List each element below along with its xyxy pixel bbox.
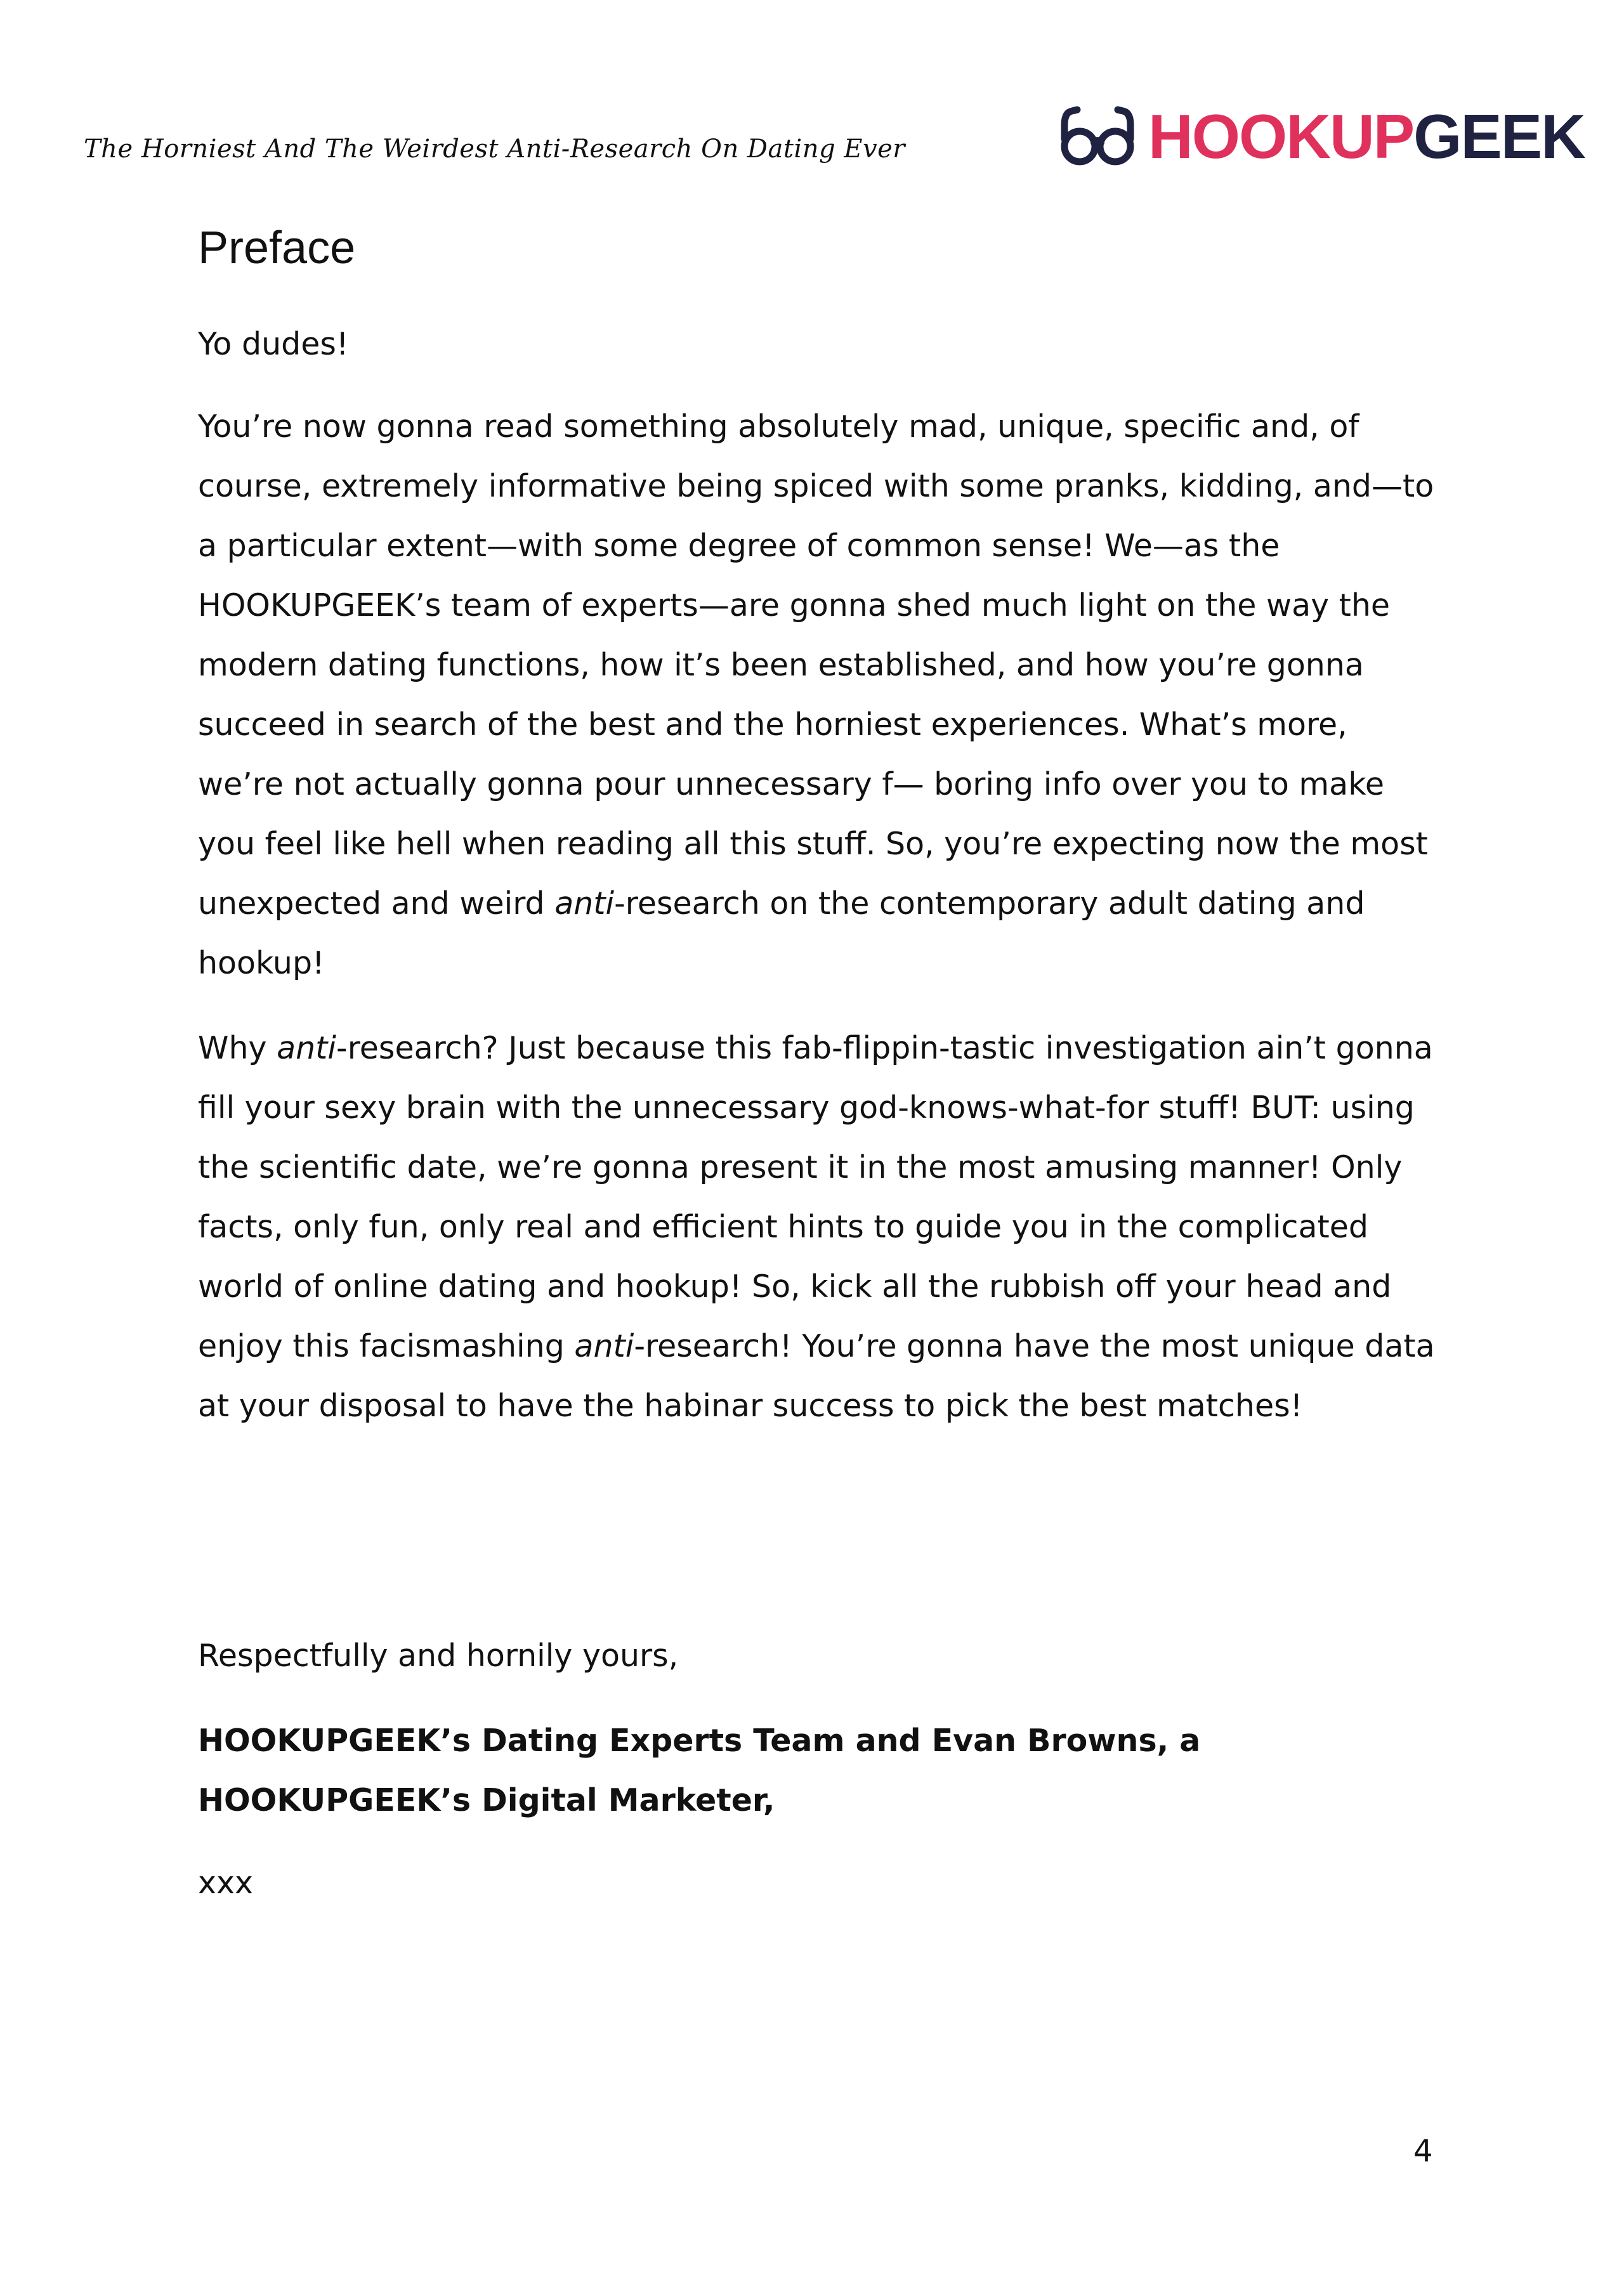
glasses-icon (1058, 106, 1137, 167)
paragraph-why-text-c: -research! You’re gonna have the most unique data at your disposal to have the habinar success to pick the best matches! (198, 1328, 1435, 1424)
paragraph-why-text-b: -research? Just because this fab-flippin-tastic investigation ain’t gonna fill your sexy brain with the unnecessary god-knows-what-for stuff! BUT: using the scientific date, we’re gonna present it in the most amusing manner! Only facts, only fun, only real and efficient hints to guide you in the complicated world of online dating and hookup! So, kick all the rubbish off your head and enjoy this facismashing (198, 1030, 1433, 1364)
brand-name-geek: GEEK (1413, 101, 1585, 171)
paragraph-why-emphasis-1: anti (277, 1030, 337, 1066)
paragraph-why-text-a: Why (198, 1030, 277, 1066)
header-tagline: The Horniest And The Weirdest Anti-Research On Dating Ever (84, 134, 905, 164)
paragraph-intro (198, 397, 1441, 993)
paragraph-why (198, 1019, 1441, 1436)
brand-logo (1058, 101, 1585, 171)
paragraph-why-emphasis-2: anti (574, 1328, 634, 1364)
closing: xxx (198, 1865, 253, 1901)
signoff: Respectfully and hornily yours, (198, 1638, 679, 1674)
paragraph-intro-text-b: -research on the contemporary adult dating and hookup! (198, 885, 1365, 981)
page-number: 4 (1413, 2134, 1433, 2169)
signature: HOOKUPGEEK’s Dating Experts Team and Evan Browns, a HOOKUPGEEK’s Digital Marketer, (198, 1723, 1201, 1818)
paragraph-intro-emphasis: anti (554, 885, 615, 922)
brand-name-hookup: HOOKUP (1148, 101, 1414, 171)
document-body (198, 222, 1441, 1938)
page-title: Preface (198, 223, 356, 273)
paragraph-intro-text-a: You’re now gonna read something absolutely mad, unique, specific and, of course, extremely informative being spiced with some pranks, kidding, and—to a particular extent—with some degree of common sense! We—as the HOOKUPGEEK’s team of experts—are gonna shed much light on the way the modern dating functions, how it’s been established, and how you’re gonna succeed in search of the best and the horniest experiences. What’s more, we’re not actually gonna pour unnecessary f— boring info over you to make you feel like hell when reading all this stuff. So, you’re expecting now the most unexpected and weird (198, 408, 1434, 922)
greeting: Yo dudes! (198, 326, 349, 362)
